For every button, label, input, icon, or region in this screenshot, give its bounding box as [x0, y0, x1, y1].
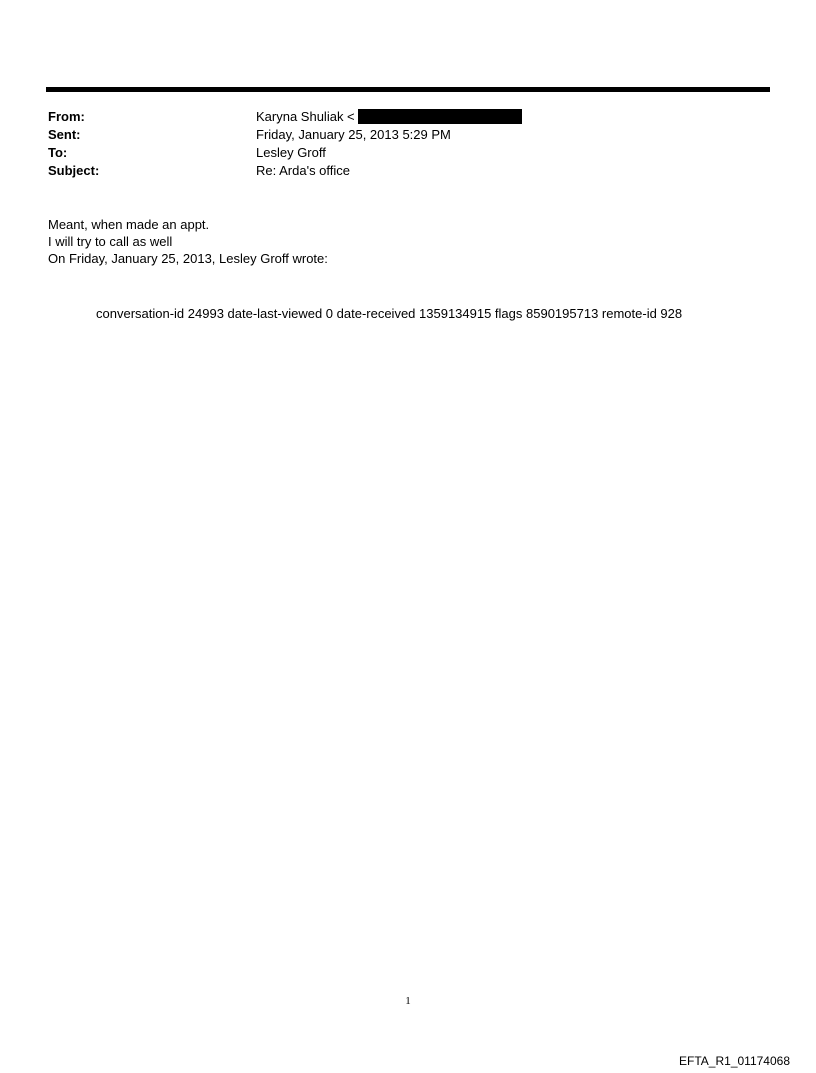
sent-label: Sent: [48, 127, 81, 142]
redaction-box [358, 109, 522, 124]
subject-row [48, 162, 748, 180]
sent-value: Friday, January 25, 2013 5:29 PM [256, 127, 451, 142]
to-label: To: [48, 145, 68, 160]
body-line: I will try to call as well [48, 234, 173, 249]
header-divider [46, 87, 770, 92]
document-id: EFTA_R1_01174068 [679, 1054, 790, 1068]
to-row [48, 144, 748, 162]
from-value [256, 108, 748, 126]
subject-value: Re: Arda's office [256, 163, 351, 178]
from-row [48, 108, 748, 126]
email-body [48, 216, 328, 267]
from-label: From: [48, 109, 85, 124]
body-line: On Friday, January 25, 2013, Lesley Groff wrote: [48, 251, 328, 266]
from-sender: Karyna Shuliak < [256, 109, 355, 124]
body-line: Meant, when made an appt. [48, 217, 210, 232]
email-header [48, 108, 748, 180]
subject-label: Subject: [48, 163, 100, 178]
to-value: Lesley Groff [256, 145, 326, 160]
conversation-metadata: conversation-id 24993 date-last-viewed 0 date-received 1359134915 flags 8590195713 remote-id 928 [96, 306, 683, 321]
sent-row [48, 126, 748, 144]
page-number: 1 [405, 995, 411, 1007]
